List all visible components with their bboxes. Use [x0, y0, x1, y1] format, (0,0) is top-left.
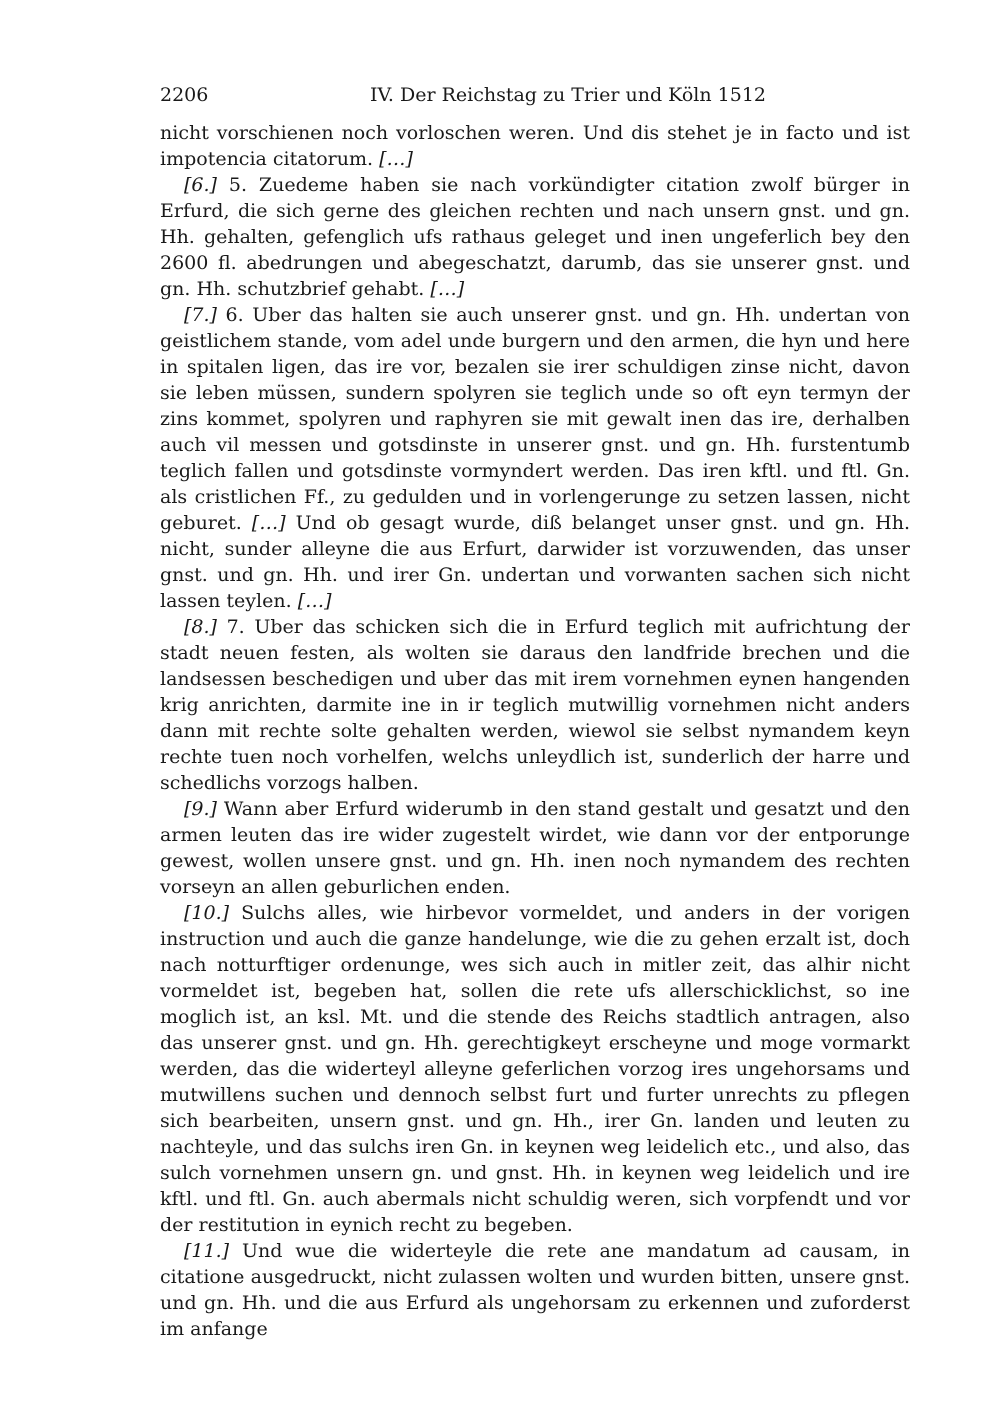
paragraph-number: [7.]	[184, 304, 217, 326]
paragraph-text: 7. Uber das schicken sich die in Erfurd teglich mit aufrichtung der stadt neuen festen, als wolten sie daraus den landfride brechen und die landsessen beschedigen und uber das mit irem vornehmen eynen hangenden krig anrichten, darmite ine in ir teglich mutwillig vornehmen nicht anders dann mit rechte solte gehalten werden, wiewol sie selbst nymandem keyn rechte tuen noch vorhelfen, welchs unleydlich ist, sunderlich der harre und schedlichs vorzogs halben.	[160, 616, 910, 794]
paragraph-8	[160, 614, 910, 796]
paragraph-text: 6. Uber das halten sie auch unserer gnst. und gn. Hh. undertan von geistlichem stande, vom adel unde burgern und den armen, die hyn und here in spitalen ligen, das ire vor, bezalen sie irer schuldigen zinse nicht, davon sie leben müssen, sundern spolyren sie teglich unde so oft eyn termyn der zins kommet, spolyren und raphyren sie mit gewalt inen das ire, derhalben auch vil messen und gotsdinste in unserer gnst. und gn. Hh. furstentumb teglich fallen und gotsdinste vormyndert werden. Das iren kftl. und ftl. Gn. als cristlichen Ff., zu gedulden und in vorlengerunge zu setzen lassen, nicht geburet.	[160, 304, 910, 534]
page-number: 2206	[160, 84, 209, 106]
omission-marker: […]	[379, 148, 413, 170]
paragraph-text: 5. Zuedeme haben sie nach vorkündigter citation zwolf bürger in Erfurd, die sich gerne des gleichen rechten und nach unsern gnst. und gn. Hh. gehalten, gefenglich ufs rathaus geleget und inen ungeferlich bey den 2600 fl. abedrungen und abegeschatzt, darumb, das sie unserer gnst. und gn. Hh. schutzbrief gehabt.	[160, 174, 910, 300]
paragraph-number: [8.]	[184, 616, 217, 638]
paragraph-11	[160, 1238, 910, 1342]
paragraph-number: [10.]	[184, 902, 230, 924]
paragraph-9	[160, 796, 910, 900]
omission-marker: […]	[251, 512, 286, 534]
omission-marker: […]	[297, 590, 332, 612]
paragraph-number: [9.]	[184, 798, 217, 820]
paragraph-text: Wann aber Erfurd widerumb in den stand gestalt und gesatzt und den armen leuten das ire wider zugestelt wirdet, wie dann vor der entporunge gewest, wollen unsere gnst. und gn. Hh. inen noch nymandem des rechten vorseyn an allen geburlichen enden.	[160, 798, 910, 898]
page-header	[160, 80, 910, 110]
paragraph-number: [6.]	[184, 174, 217, 196]
paragraph-text-continued: Und ob gesagt wurde, diß belanget unser gnst. und gn. Hh. nicht, sunder alleyne die aus Erfurt, darwider ist vorzuwenden, das unser gnst. und gn. Hh. und irer Gn. undertan und vorwanten sachen sich nicht lassen teylen.	[160, 512, 910, 612]
paragraph-10	[160, 900, 910, 1238]
running-title: IV. Der Reichstag zu Trier und Köln 1512	[370, 84, 766, 106]
paragraph-text: nicht vorschienen noch vorloschen weren. Und dis stehet je in facto und ist impotencia citatorum.	[160, 122, 910, 170]
paragraph-number: [11.]	[184, 1240, 230, 1262]
paragraph-text: Sulchs alles, wie hirbevor vormeldet, und anders in der vorigen instruction und auch die ganze handelunge, wie die zu gehen erzalt ist, doch nach notturftiger ordenunge, wes sich auch in mitler zeit, das alhir nicht vormeldet ist, begeben hat, sollen die rete ufs allerschicklichst, so ine moglich ist, an ksl. Mt. und die stende des Reichs stadtlich antragen, also das unserer gnst. und gn. Hh. gerechtigkeyt erscheyne und moge vormarkt werden, das die widerteyl alleyne geferlichen vorzog ires ungehorsams und mutwillens suchen und dennoch selbst furt und furter unrechts zu pflegen sich bearbeiten, unsern gnst. und gn. Hh., irer Gn. landen und leuten zu nachteyle, und das sulchs iren Gn. in keynen weg leidelich etc., und also, das sulch vornehmen unsern gn. und gnst. Hh. in keynen weg leidelich und ire kftl. und ftl. Gn. auch abermals nicht schuldig weren, sich vorpfendt und vor der restitution in eynich recht zu begeben.	[160, 902, 910, 1236]
paragraph-text: Und wue die widerteyle die rete ane mandatum ad causam, in citatione ausgedruckt, nicht zulassen wolten und wurden bitten, unsere gnst. und gn. Hh. und die aus Erfurd als ungehorsam zu erkennen und zuforderst im anfange	[160, 1240, 910, 1340]
omission-marker: […]	[430, 278, 465, 300]
paragraph-continuation	[160, 120, 910, 172]
paragraph-6	[160, 172, 910, 302]
paragraph-7	[160, 302, 910, 614]
body-text	[160, 120, 910, 1342]
